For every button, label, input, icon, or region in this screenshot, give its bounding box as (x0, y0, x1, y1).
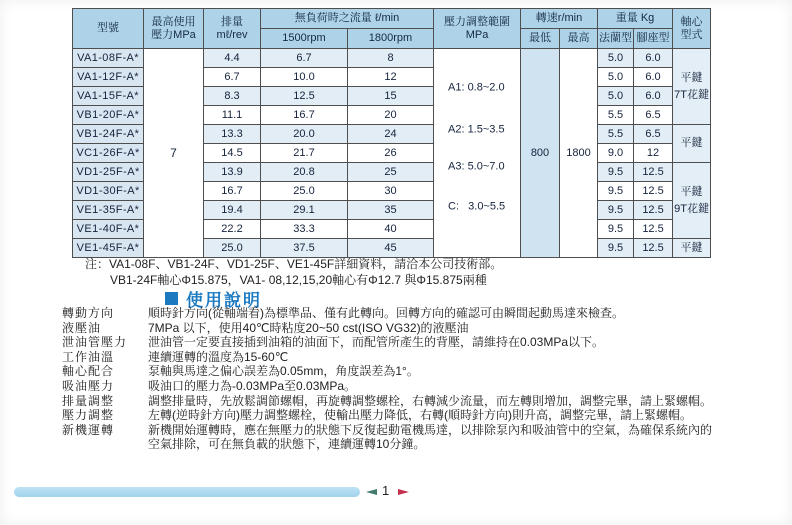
shaft-type-label: 平鍵 (680, 185, 703, 198)
pressure-range-label: A2: 1.5~3.5 (448, 123, 505, 135)
flow-1500-cell: 20.0 (261, 125, 348, 144)
flow-1500-cell: 12.5 (261, 87, 348, 106)
usage-item-label: 排量調整 (62, 393, 115, 408)
usage-item-text: 7MPa 以下，使用40℃時粘度20~50 cst(ISO VG32)的液壓油 (148, 320, 469, 335)
displacement-cell: 14.5 (204, 144, 261, 163)
col-header-speed-min: 最低 (521, 29, 560, 49)
flow-1800-cell: 30 (348, 182, 434, 201)
weight-flange-cell: 9.5 (598, 239, 634, 258)
model-cell: VE1-40F-A* (73, 220, 144, 239)
usage-item (62, 321, 712, 336)
flow-1500-cell: 37.5 (261, 239, 348, 258)
weight-foot-cell: 6.5 (634, 125, 673, 144)
flow-1500-cell: 29.1 (261, 201, 348, 220)
usage-item (62, 350, 712, 365)
weight-flange-cell: 9.5 (598, 201, 634, 220)
weight-foot-cell: 12.5 (634, 182, 673, 201)
weight-flange-cell: 5.0 (598, 49, 634, 68)
usage-item (62, 379, 712, 394)
displacement-cell: 25.0 (204, 239, 261, 258)
spec-table-body (73, 49, 711, 258)
usage-item-label: 工作油溫 (62, 349, 115, 364)
col-header-model: 型號 (73, 9, 144, 49)
weight-foot-cell: 12.5 (634, 239, 673, 258)
col-header-flow-1800: 1800rpm (348, 29, 434, 49)
spec-table (72, 8, 711, 258)
usage-item-text: 調整排量時，先放鬆調節螺帽，再旋轉調整螺栓，右轉減少流量，而左轉則增加，調整完畢，請上緊螺帽。 (148, 393, 713, 408)
shaft-type-label: 平鍵 (680, 241, 703, 254)
col-header-max-pressure: 最高使用 壓力MPa (144, 9, 204, 49)
usage-list (62, 306, 712, 452)
usage-item-label: 液壓油 (62, 320, 102, 335)
max-pressure-cell: 7 (144, 49, 204, 258)
weight-foot-cell: 12.5 (634, 220, 673, 239)
displacement-cell: 16.7 (204, 182, 261, 201)
usage-item-text: 新機開始運轉時，應在無壓力的狀態下反復起動電機馬達，以排除泵內和吸油管中的空氣，為確保系統內的空氣排除，可在無負載的狀態下，連續運轉10分鐘。 (148, 422, 713, 452)
usage-item (62, 364, 712, 379)
table-row (73, 49, 711, 68)
weight-foot-cell: 12 (634, 144, 673, 163)
weight-foot-cell: 6.0 (634, 68, 673, 87)
note-line-1: 注：VA1-08F、VB1-24F、VD1-25F、VE1-45F詳細資料，請洽本公司技術部。 (85, 257, 503, 271)
weight-flange-cell: 9.5 (598, 220, 634, 239)
weight-foot-cell: 12.5 (634, 201, 673, 220)
weight-flange-cell: 9.0 (598, 144, 634, 163)
col-header-displacement: 排量 mℓ/rev (204, 9, 261, 49)
speed-max-cell: 1800 (560, 49, 598, 258)
col-header-flow-1500: 1500rpm (261, 29, 348, 49)
flow-1800-cell: 15 (348, 87, 434, 106)
usage-item (62, 408, 712, 423)
weight-flange-cell: 9.5 (598, 182, 634, 201)
weight-foot-cell: 6.0 (634, 49, 673, 68)
pressure-range-label: A3: 5.0~7.0 (448, 160, 505, 172)
flow-1800-cell: 26 (348, 144, 434, 163)
displacement-cell: 6.7 (204, 68, 261, 87)
usage-item-text: 連續運轉的溫度為15-60℃ (148, 349, 289, 364)
page-prev-arrow-icon (366, 489, 377, 495)
shaft-type-cell (673, 239, 711, 258)
section-title-text: 使用說明 (186, 291, 262, 310)
usage-item-text: 左轉(逆時針方向)壓力調整螺栓，使輸出壓力降低，右轉(順時針方向)則升高，調整完畢，請上緊螺帽。 (148, 408, 692, 423)
flow-1500-cell: 20.8 (261, 163, 348, 182)
col-header-weight: 重量 Kg (598, 9, 673, 29)
weight-foot-cell: 6.5 (634, 106, 673, 125)
flow-1800-cell: 24 (348, 125, 434, 144)
usage-item-label: 轉動方向 (62, 306, 115, 320)
usage-item (62, 306, 712, 321)
flow-1500-cell: 33.3 (261, 220, 348, 239)
model-cell: VA1-08F-A* (73, 49, 144, 68)
weight-flange-cell: 5.5 (598, 106, 634, 125)
usage-item-label: 吸油壓力 (62, 378, 115, 393)
displacement-cell: 13.3 (204, 125, 261, 144)
shaft-type-cell (673, 125, 711, 163)
pressure-range-wrap (434, 50, 520, 257)
flow-1800-cell: 25 (348, 163, 434, 182)
model-cell: VB1-20F-A* (73, 106, 144, 125)
displacement-cell: 8.3 (204, 87, 261, 106)
note-line-2: VB1-24F軸心Φ15.875，VA1- 08,12,15,20軸心有Φ12.7 與Φ15.875兩種 (110, 272, 487, 287)
flow-1500-cell: 16.7 (261, 106, 348, 125)
model-cell: VB1-24F-A* (73, 125, 144, 144)
model-cell: VE1-35F-A* (73, 201, 144, 220)
shaft-type-cell (673, 49, 711, 125)
displacement-cell: 4.4 (204, 49, 261, 68)
shaft-type-label: 平鍵 (680, 137, 703, 149)
pressure-range-cell (434, 49, 521, 258)
weight-foot-cell: 6.0 (634, 87, 673, 106)
shaft-type-label: 平鍵 (680, 71, 703, 84)
weight-flange-cell: 9.5 (598, 163, 634, 182)
model-cell: VA1-12F-A* (73, 68, 144, 87)
displacement-cell: 13.9 (204, 163, 261, 182)
pressure-range-label: A1: 0.8~2.0 (448, 81, 505, 93)
displacement-cell: 22.2 (204, 220, 261, 239)
section-marker-icon (165, 292, 178, 305)
model-cell: VD1-25F-A* (73, 163, 144, 182)
usage-item-text: 泵軸與馬達之偏心誤差為0.05mm，角度誤差為1°。 (148, 364, 419, 379)
flow-1800-cell: 40 (348, 220, 434, 239)
col-header-pressure-range: 壓力調整範圍 MPa (434, 9, 521, 49)
usage-item (62, 423, 712, 452)
col-header-weight-foot: 腳座型 (634, 29, 673, 49)
shaft-type-label: 9T花鍵 (674, 202, 709, 215)
usage-item-text: 吸油口的壓力為-0.03MPa至0.03MPa。 (148, 378, 357, 393)
col-header-speed-max: 最高 (560, 29, 598, 49)
flow-1800-cell: 45 (348, 239, 434, 258)
col-header-flow: 無負荷時之流量 ℓ/min (261, 9, 434, 29)
pressure-range-label: C: 3.0~5.5 (448, 200, 506, 212)
col-header-weight-flange: 法蘭型 (598, 29, 634, 49)
model-cell: VC1-26F-A* (73, 144, 144, 163)
usage-item-label: 泄油管壓力 (62, 335, 128, 350)
usage-item-label: 壓力調整 (62, 408, 115, 423)
speed-min-cell: 800 (521, 49, 560, 258)
usage-item-text: 順時針方向(從軸端看)為標準品、僅有此轉向。回轉方向的確認可由瞬間起動馬達來檢查。 (148, 306, 624, 320)
flow-1800-cell: 8 (348, 49, 434, 68)
flow-1500-cell: 10.0 (261, 68, 348, 87)
flow-1800-cell: 20 (348, 106, 434, 125)
model-cell: VD1-30F-A* (73, 182, 144, 201)
weight-foot-cell: 12.5 (634, 163, 673, 182)
usage-item (62, 335, 712, 350)
col-header-shaft-type: 軸心 型式 (673, 9, 711, 49)
flow-1500-cell: 21.7 (261, 144, 348, 163)
usage-item-label: 新機運轉 (62, 422, 115, 437)
page-number: 1 (382, 483, 390, 498)
shaft-type-cell (673, 163, 711, 239)
weight-flange-cell: 5.5 (598, 125, 634, 144)
flow-1800-cell: 12 (348, 68, 434, 87)
model-cell: VA1-15F-A* (73, 87, 144, 106)
displacement-cell: 19.4 (204, 201, 261, 220)
weight-flange-cell: 5.0 (598, 87, 634, 106)
spec-table-header (73, 9, 711, 49)
footer-decoration-bar (14, 487, 360, 497)
flow-1500-cell: 6.7 (261, 49, 348, 68)
table-notes (85, 257, 725, 288)
usage-item-text: 泄油管一定要直接插到油箱的油面下，而配管所產生的背壓，請維持在0.03MPa以下。 (148, 335, 605, 350)
shaft-type-label: 7T花鍵 (674, 88, 709, 101)
usage-item (62, 394, 712, 409)
flow-1800-cell: 35 (348, 201, 434, 220)
usage-item-label: 軸心配合 (62, 364, 115, 379)
page-next-arrow-icon (398, 489, 409, 495)
weight-flange-cell: 5.0 (598, 68, 634, 87)
flow-1500-cell: 25.0 (261, 182, 348, 201)
col-header-speed: 轉速r/min (521, 9, 598, 29)
model-cell: VE1-45F-A* (73, 239, 144, 258)
displacement-cell: 11.1 (204, 106, 261, 125)
